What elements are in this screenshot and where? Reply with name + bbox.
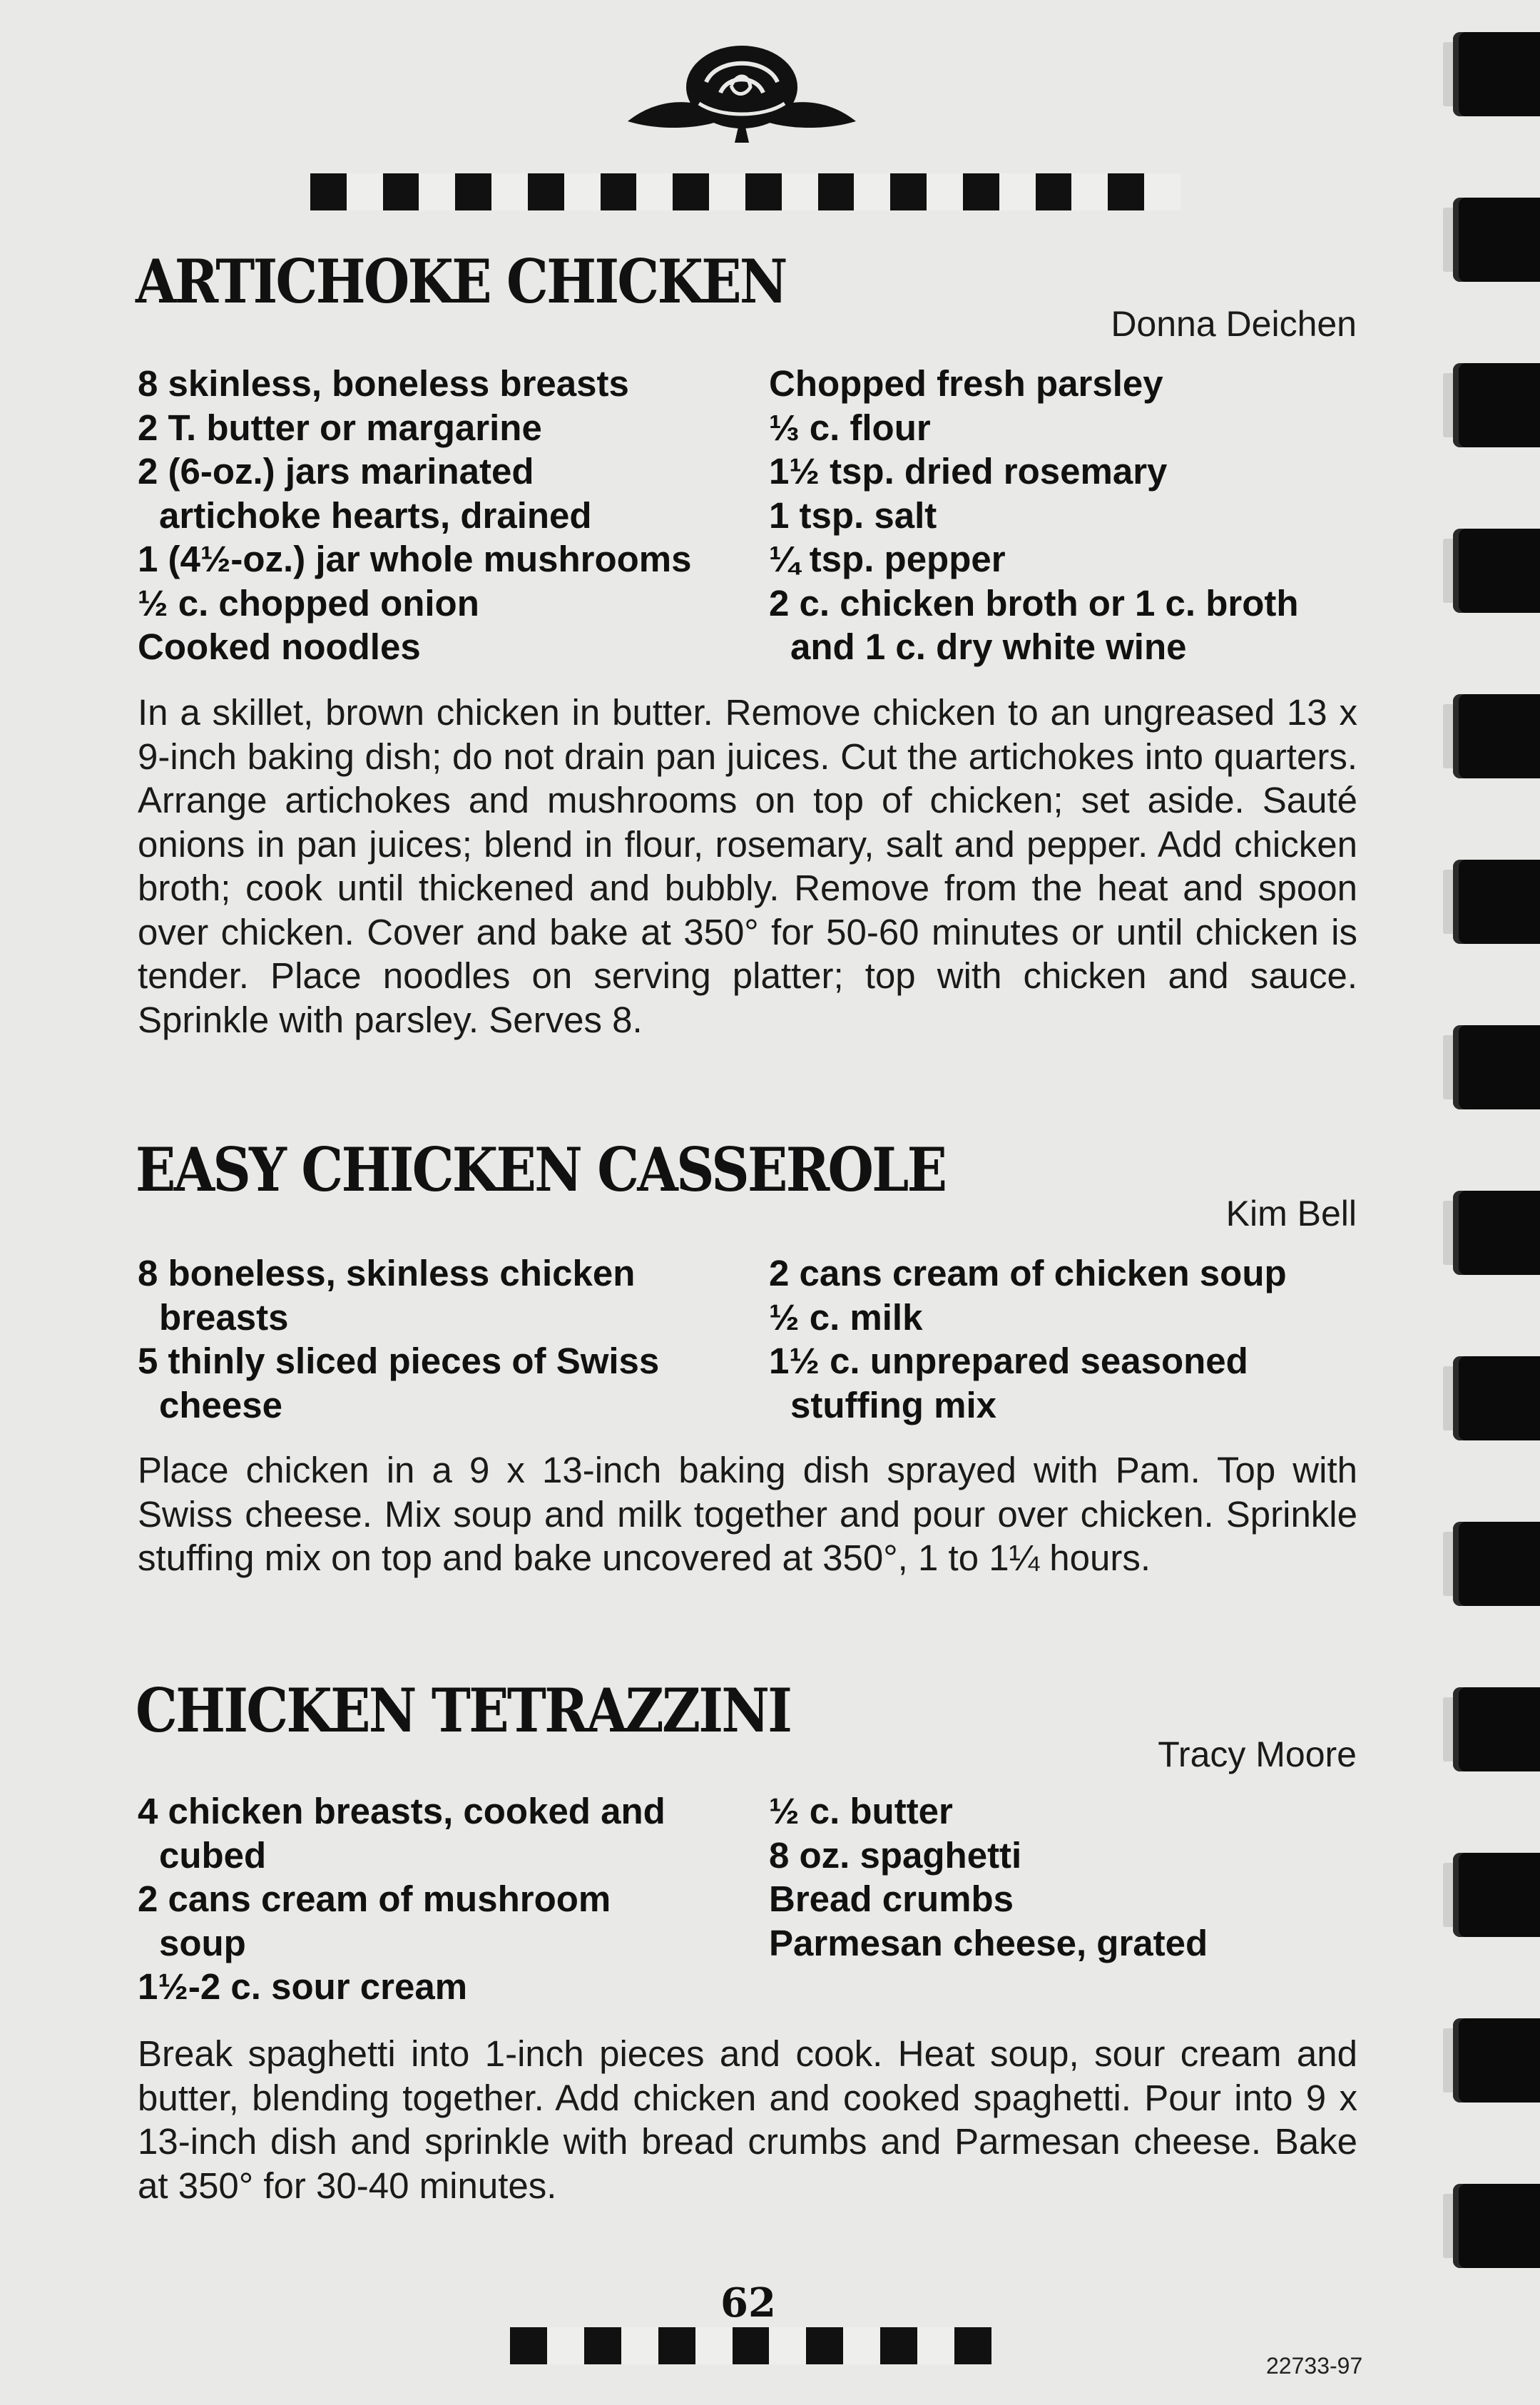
checker-cell bbox=[673, 173, 709, 210]
binding-tab bbox=[1453, 1853, 1540, 1937]
ingredient-line: ¼ tsp. pepper bbox=[769, 539, 1006, 579]
page-number: 62 bbox=[720, 2279, 776, 2327]
checker-cell bbox=[491, 173, 528, 210]
binding-tab bbox=[1453, 694, 1540, 778]
checker-cell bbox=[963, 173, 999, 210]
checker-cell bbox=[890, 173, 927, 210]
checker-cell bbox=[1071, 173, 1108, 210]
recipe-instructions: In a skillet, brown chicken in butter. Remove chicken to an ungreased 13 x 9-inch baking dish; do not drain pan juices. Cut the artichokes into quarters. Arrange artichokes and mushrooms on top of chicken; set aside. Sauté onions in pan juices; blend in flour, rosemary, salt and pepper. Add chicken broth; cook until thickened and bubbly. Remove from the heat and spoon over chicken. Cover and bake at 350° for 50-60 minutes or until chicken is tender. Place noodles on serving platter; top with chicken and sauce. Sprinkle with parsley. Serves 8. bbox=[138, 692, 1357, 1040]
checker-cell bbox=[1144, 173, 1181, 210]
spiral-binding bbox=[1440, 0, 1540, 2405]
ingredients-left bbox=[138, 1251, 659, 1427]
checker-cell bbox=[601, 173, 637, 210]
binding-tab bbox=[1453, 363, 1540, 447]
ingredient-line: soup bbox=[159, 1922, 246, 1963]
checker-cell bbox=[917, 2327, 954, 2364]
checker-cell bbox=[419, 173, 455, 210]
ingredient-line: 1½ c. unprepared seasoned bbox=[769, 1341, 1248, 1381]
checker-cell bbox=[733, 2327, 770, 2364]
checker-cell bbox=[621, 2327, 658, 2364]
binding-tab bbox=[1453, 860, 1540, 944]
ingredient-line: Parmesan cheese, grated bbox=[769, 1922, 1208, 1963]
ingredients-right bbox=[769, 1789, 1208, 1965]
ingredients-left bbox=[138, 362, 691, 669]
checker-cell bbox=[636, 173, 673, 210]
checker-cell bbox=[347, 173, 383, 210]
recipe-instructions: Place chicken in a 9 x 13-inch baking dish sprayed with Pam. Top with Swiss cheese. Mix soup and milk together and pour over chicken. Sprinkle stuffing mix on top and bake uncovered at 350°, 1 to 1¼ hours. bbox=[138, 1450, 1357, 1578]
top-checker-bar bbox=[310, 173, 1181, 210]
checker-cell bbox=[709, 173, 745, 210]
ingredient-line: cubed bbox=[159, 1834, 267, 1876]
checker-cell bbox=[310, 173, 347, 210]
checker-cell bbox=[818, 173, 855, 210]
recipe-author: Kim Bell bbox=[1225, 1194, 1357, 1234]
ingredient-line: Cooked noodles bbox=[138, 626, 421, 667]
catalog-code: 22733-97 bbox=[1266, 2353, 1363, 2379]
ingredient-line: 8 boneless, skinless chicken bbox=[138, 1253, 636, 1293]
recipe-author: Tracy Moore bbox=[1158, 1734, 1357, 1774]
recipe-title-easy-chicken-casserole: EASY CHICKEN CASSEROLE bbox=[136, 1134, 946, 1205]
binding-tab bbox=[1453, 1025, 1540, 1109]
checker-cell bbox=[954, 2327, 991, 2364]
ingredient-line: artichoke hearts, drained bbox=[159, 494, 592, 536]
ingredient-line: 5 thinly sliced pieces of Swiss bbox=[138, 1341, 660, 1381]
checker-cell bbox=[695, 2327, 733, 2364]
recipe-author: Donna Deichen bbox=[1111, 304, 1357, 344]
recipe-title-chicken-tetrazzini: CHICKEN TETRAZZINI bbox=[136, 1675, 791, 1746]
ingredient-line: ⅓ c. flour bbox=[769, 407, 931, 448]
ingredient-line: and 1 c. dry white wine bbox=[790, 626, 1187, 667]
ingredients-right bbox=[769, 362, 1299, 669]
checker-cell bbox=[1036, 173, 1072, 210]
ingredient-line: 2 cans cream of chicken soup bbox=[769, 1253, 1287, 1293]
ingredient-line: ½ c. butter bbox=[769, 1791, 953, 1831]
ingredient-line: 2 (6-oz.) jars marinated bbox=[138, 451, 534, 492]
ingredient-line: Bread crumbs bbox=[769, 1878, 1014, 1919]
checker-cell bbox=[745, 173, 782, 210]
checker-cell bbox=[782, 173, 818, 210]
ingredient-line: 8 skinless, boneless breasts bbox=[138, 363, 629, 404]
ingredient-line: 1½ tsp. dried rosemary bbox=[769, 451, 1168, 492]
ingredient-line: ½ c. milk bbox=[769, 1296, 923, 1338]
recipe-instructions: Break spaghetti into 1-inch pieces and cook. Heat soup, sour cream and butter, blending together. Add chicken and cooked spaghetti. Pour into 9 x 13-inch dish and sprinkle with bread crumbs and Parmesan cheese. Bake at 350° for 30-40 minutes. bbox=[138, 2033, 1357, 2206]
rose-icon bbox=[621, 43, 863, 150]
checker-cell bbox=[927, 173, 963, 210]
checker-cell bbox=[547, 2327, 584, 2364]
checker-cell bbox=[999, 173, 1036, 210]
checker-cell bbox=[564, 173, 601, 210]
ingredient-line: breasts bbox=[159, 1296, 289, 1338]
binding-tab bbox=[1453, 1687, 1540, 1771]
binding-tab bbox=[1453, 2018, 1540, 2103]
binding-tab bbox=[1453, 529, 1540, 613]
checker-cell bbox=[880, 2327, 917, 2364]
checker-cell bbox=[510, 2327, 547, 2364]
ingredient-line: 1 (4½-oz.) jar whole mushrooms bbox=[138, 539, 692, 579]
ingredient-line: 8 oz. spaghetti bbox=[769, 1834, 1022, 1876]
ingredient-line: stuffing mix bbox=[790, 1384, 996, 1425]
ingredient-line: 2 T. butter or margarine bbox=[138, 407, 542, 448]
binding-tab bbox=[1453, 1191, 1540, 1275]
checker-cell bbox=[806, 2327, 843, 2364]
checker-cell bbox=[854, 173, 890, 210]
ingredient-line: Chopped fresh parsley bbox=[769, 363, 1163, 404]
bottom-checker-bar bbox=[510, 2327, 991, 2364]
binding-tab bbox=[1453, 198, 1540, 282]
checker-cell bbox=[843, 2327, 880, 2364]
checker-cell bbox=[1108, 173, 1144, 210]
ingredient-line: 2 cans cream of mushroom bbox=[138, 1878, 611, 1919]
checker-cell bbox=[455, 173, 491, 210]
recipe-title-artichoke-chicken: ARTICHOKE CHICKEN bbox=[136, 246, 786, 317]
checker-cell bbox=[383, 173, 419, 210]
checker-cell bbox=[528, 173, 564, 210]
checker-cell bbox=[584, 2327, 621, 2364]
ingredients-right bbox=[769, 1251, 1287, 1427]
ingredient-line: ½ c. chopped onion bbox=[138, 582, 479, 624]
checker-cell bbox=[658, 2327, 695, 2364]
ingredient-line: 4 chicken breasts, cooked and bbox=[138, 1791, 666, 1831]
binding-tab bbox=[1453, 32, 1540, 116]
ingredient-line: cheese bbox=[159, 1384, 282, 1425]
checker-cell bbox=[769, 2327, 806, 2364]
ingredient-line: 2 c. chicken broth or 1 c. broth bbox=[769, 582, 1299, 624]
binding-tab bbox=[1453, 2184, 1540, 2268]
binding-tab bbox=[1453, 1522, 1540, 1606]
ingredient-line: 1 tsp. salt bbox=[769, 494, 937, 536]
ingredients-left bbox=[138, 1789, 666, 2009]
binding-tab bbox=[1453, 1356, 1540, 1440]
ingredient-line: 1½-2 c. sour cream bbox=[138, 1966, 468, 2007]
